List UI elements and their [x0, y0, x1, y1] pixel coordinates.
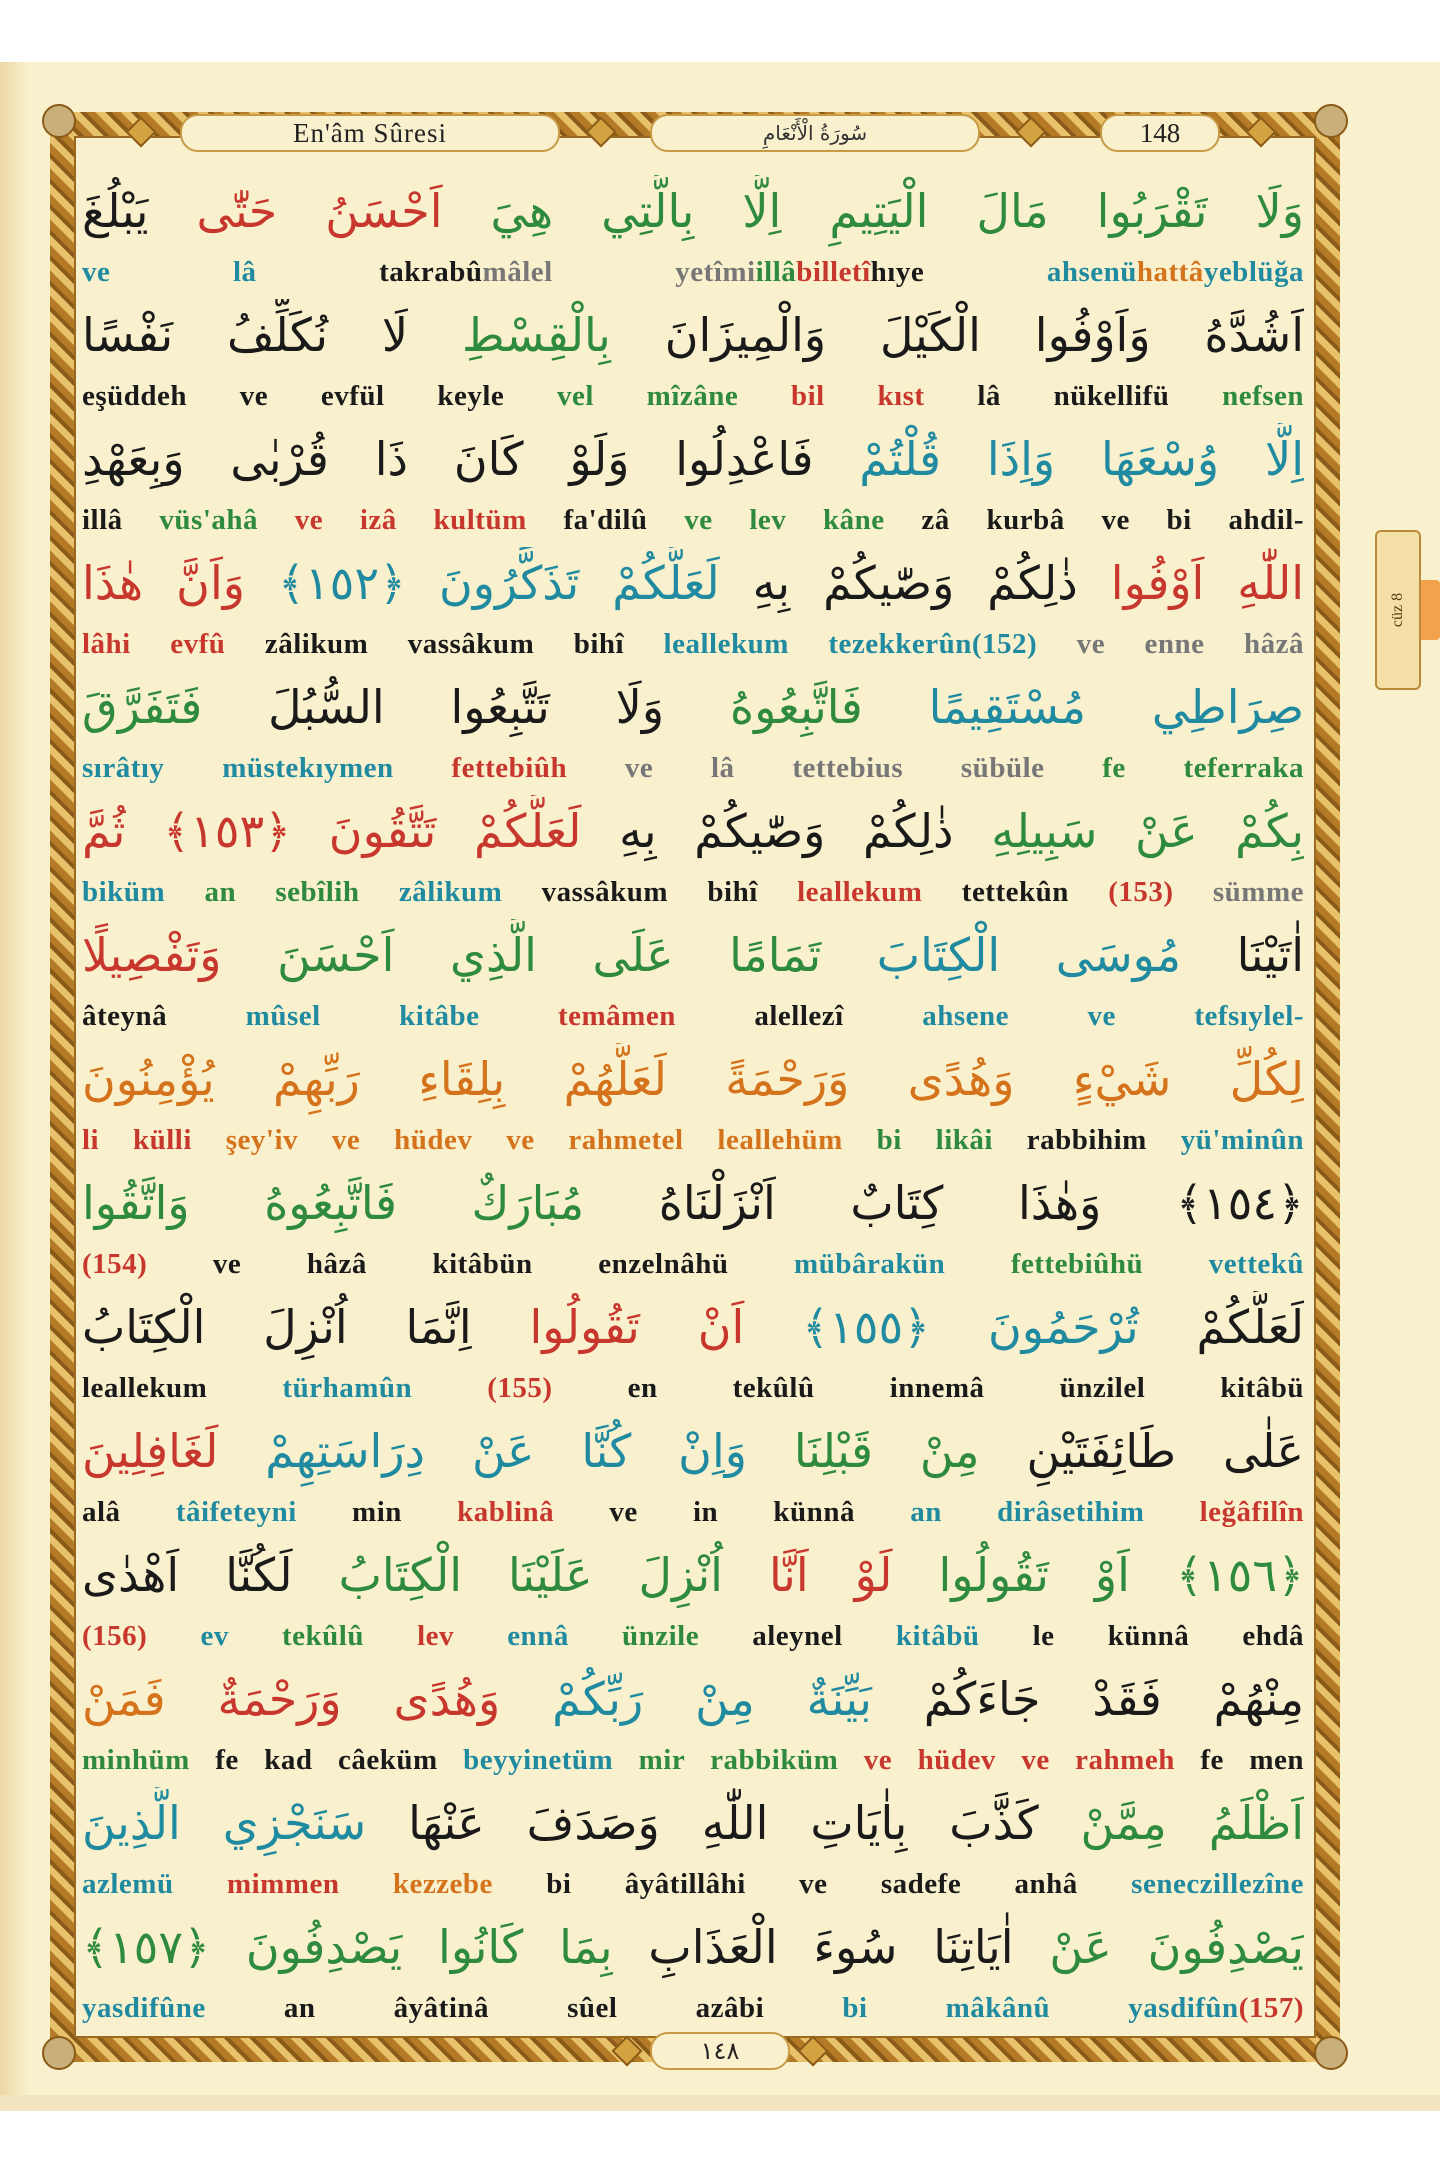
arabic-segment: اللّٰهِ اَوْفُوا — [1077, 556, 1304, 610]
transliteration-segment: türhamûn — [282, 1372, 488, 1404]
page-number: 148 — [1100, 114, 1220, 152]
arabic-segment: وَتَفْصِيلًا — [82, 928, 222, 982]
surah-title-arabic: سُورَةُ الْأَنْعَامِ — [650, 114, 980, 152]
transliteration-line — [82, 619, 1304, 671]
transliteration-line — [82, 1735, 1304, 1787]
arabic-segment: وَاِنْ كُنَّا عَنْ دِرَاسَتِهِمْ — [218, 1424, 747, 1478]
transliteration-line — [82, 743, 1304, 795]
transliteration-line — [82, 1983, 1304, 2035]
arabic-segment: فَمَنْ — [82, 1672, 166, 1726]
arabic-segment: ﴿١٥٤﴾ وَهٰذَا كِتَابٌ — [775, 1176, 1304, 1230]
transliteration-segment: fe teferraka — [1102, 752, 1304, 784]
transliteration-segment: (153) — [1108, 876, 1213, 908]
header-ornament-icon — [585, 116, 616, 147]
transliteration-segment: yasdifûne — [82, 1992, 284, 2024]
arabic-segment: فَاتَّبِعُوهُ — [664, 680, 863, 734]
page-header — [90, 108, 1340, 158]
transliteration-line — [82, 495, 1304, 547]
transliteration-segment: an — [910, 1496, 998, 1528]
arabic-line — [82, 1911, 1304, 1983]
arabic-line — [82, 1663, 1304, 1735]
transliteration-segment: illâ — [82, 504, 160, 536]
transliteration-segment: ve in künnâ — [609, 1496, 911, 1528]
arabic-segment: كَذَّبَ بِاٰيَاتِ اللّٰهِ — [659, 1796, 1039, 1850]
transliteration-segment: ve lâ tettebius sübüle — [624, 752, 1103, 784]
transliteration-segment: leallekum — [82, 1372, 283, 1404]
arabic-segment: اُنْزِلَ عَلَيْنَا الْكِتَابُ — [292, 1548, 723, 1602]
arabic-line — [82, 299, 1304, 371]
arabic-segment: بِالْقِسْطِ — [408, 308, 611, 362]
transliteration-segment: ve lâ — [82, 256, 380, 288]
transliteration-segment: mûsel kitâbe — [245, 1000, 558, 1032]
transliteration-segment: kablinâ — [457, 1496, 610, 1528]
transliteration-segment: ve sadefe — [799, 1868, 1015, 1900]
transliteration-segment: enzelnâhü — [598, 1248, 795, 1280]
transliteration-segment: sümme — [1212, 876, 1304, 908]
transliteration-segment: ünzilel kitâbü — [1059, 1372, 1304, 1404]
transliteration-segment: azlemü — [82, 1868, 227, 1900]
arabic-segment: لَغَافِلِينَ — [82, 1424, 219, 1478]
juz-tab — [1375, 530, 1421, 690]
transliteration-line — [82, 1363, 1304, 1415]
arabic-segment: بِمَا كَانُوا يَصْدِفُونَ ﴿١٥٧﴾ — [82, 1920, 613, 1974]
juz-label: cüz 8 — [1388, 592, 1406, 628]
arabic-segment: صِرَاطِي مُسْتَقِيمًا — [862, 680, 1304, 734]
header-ornament-icon — [1245, 116, 1276, 147]
footer-ornament-icon — [797, 2035, 828, 2066]
transliteration-segment: lâhi evfû — [82, 628, 265, 660]
arabic-segment: وَصَدَفَ عَنْهَا — [366, 1796, 660, 1850]
arabic-line — [82, 671, 1304, 743]
transliteration-segment: yü'minûn — [1180, 1124, 1304, 1156]
transliteration-segment: ve evfül keyle — [239, 380, 557, 412]
transliteration-segment: hıye — [870, 256, 1047, 288]
transliteration-segment: fe kad — [215, 1744, 338, 1776]
transliteration-segment: beyyinetüm — [463, 1744, 639, 1776]
transliteration-segment: biküm — [82, 876, 205, 908]
arabic-line — [82, 919, 1304, 991]
transliteration-segment: kezzebe — [392, 1868, 547, 1900]
transliteration-segment: bil kıst — [790, 380, 978, 412]
transliteration-segment: takrabû — [379, 256, 483, 288]
transliteration-segment: ve bi ahdil- — [1101, 504, 1304, 536]
transliteration-segment: ve hüdev ve rahmeh — [863, 1744, 1201, 1776]
arabic-segment: ثُمَّ — [82, 804, 126, 858]
transliteration-segment: (154) — [82, 1248, 213, 1280]
corner-ornament — [42, 2036, 76, 2070]
arabic-segment: سَنَجْزِي الَّذِينَ — [82, 1796, 367, 1850]
page-gutter-shadow — [0, 62, 28, 2100]
transliteration-segment: ve lev kâne — [684, 504, 922, 536]
transliteration-segment: âteynâ — [82, 1000, 246, 1032]
arabic-segment: تَمَامًا عَلَى الَّذِي اَحْسَنَ — [221, 928, 822, 982]
transliteration-segment: rabbihim — [1026, 1124, 1181, 1156]
transliteration-segment: leallekum — [797, 876, 962, 908]
transliteration-segment: (156) — [82, 1620, 201, 1652]
arabic-segment: اَنْزَلْنَاهُ — [584, 1176, 776, 1230]
transliteration-segment: (155) — [487, 1372, 628, 1404]
transliteration-segment: yasdifûn — [1128, 1992, 1239, 2024]
transliteration-segment: ve tefsıylel- — [1087, 1000, 1304, 1032]
transliteration-segment: le künnâ — [1032, 1620, 1243, 1652]
transliteration-segment: yeblüğa — [1203, 256, 1304, 288]
transliteration-line — [82, 867, 1304, 919]
transliteration-segment: seneczillezîne — [1131, 1868, 1304, 1900]
arabic-line — [82, 547, 1304, 619]
transliteration-segment: vüs'ahâ — [159, 504, 295, 536]
transliteration-line — [82, 371, 1304, 423]
transliteration-segment: azâbi — [695, 1992, 843, 2024]
arabic-segment: اَحْسَنُ حَتّٰى — [148, 184, 443, 238]
transliteration-segment: nefsen — [1222, 380, 1304, 412]
arabic-segment: يَصْدِفُونَ عَنْ — [1013, 1920, 1304, 1974]
arabic-line — [82, 423, 1304, 495]
transliteration-segment: temâmen — [558, 1000, 755, 1032]
transliteration-segment: vassâkum — [541, 876, 708, 908]
arabic-line — [82, 1043, 1304, 1115]
transliteration-segment: âyâtinâ — [393, 1992, 568, 2024]
arabic-segment: ذٰلِكُمْ وَصّٰيكُمْ بِهِ — [719, 556, 1078, 610]
page-bottom-edge — [0, 2095, 1440, 2111]
arabic-segment: وَلَا تَقْرَبُوا مَالَ الْيَتِيمِ اِلَّا بِالَّتِي هِيَ — [442, 184, 1304, 238]
transliteration-segment: kitâbü — [895, 1620, 1033, 1652]
arabic-segment: اَشُدَّهُ وَاَوْفُوا الْكَيْلَ وَالْمِيزَانَ — [610, 308, 1304, 362]
transliteration-segment: dirâsetihim — [997, 1496, 1200, 1528]
arabic-segment: ذٰلِكُمْ وَصّٰيكُمْ بِهِ — [581, 804, 954, 858]
arabic-line — [82, 1167, 1304, 1239]
arabic-segment: لَعَلَّكُمْ تَتَّقُونَ ﴿١٥٣﴾ — [125, 804, 582, 858]
transliteration-segment: anhâ — [1014, 1868, 1132, 1900]
transliteration-segment: minhüm — [82, 1744, 216, 1776]
text-body — [82, 175, 1304, 2035]
arabic-line — [82, 1787, 1304, 1859]
transliteration-segment: mimmen — [226, 1868, 393, 1900]
transliteration-segment: bihî — [573, 628, 664, 660]
header-ornament-icon — [1015, 116, 1046, 147]
transliteration-segment: ahsene — [922, 1000, 1088, 1032]
arabic-segment: لَعَلَّكُمْ — [1138, 1300, 1304, 1354]
transliteration-segment: billetî — [796, 256, 871, 288]
transliteration-segment: ev — [200, 1620, 282, 1652]
arabic-segment: لَا نُكَلِّفُ نَفْسًا — [82, 308, 409, 362]
surah-title: En'âm Sûresi — [180, 114, 560, 152]
arabic-segment: يَبْلُغَ — [82, 184, 149, 238]
arabic-segment: لَكُنَّا اَهْدٰى — [82, 1548, 293, 1602]
arabic-segment: مُبَارَكٌ فَاتَّبِعُوهُ — [189, 1176, 585, 1230]
transliteration-segment: vassâkum — [407, 628, 574, 660]
arabic-line — [82, 1539, 1304, 1611]
arabic-line — [82, 795, 1304, 867]
arabic-segment: بَيِّنَةٌ مِنْ رَبِّكُمْ — [500, 1672, 872, 1726]
corner-ornament — [42, 104, 76, 138]
juz-tab-marker — [1421, 580, 1440, 640]
transliteration-segment: lâ nükellifü — [977, 380, 1223, 412]
arabic-segment: تُرْحَمُونَ ﴿١٥٥﴾ — [744, 1300, 1139, 1354]
transliteration-segment: ve hüdev ve rahmetel — [331, 1124, 718, 1156]
transliteration-segment: müstekıymen — [222, 752, 452, 784]
header-ornament-icon — [125, 116, 156, 147]
transliteration-segment: sırâtıy — [82, 752, 223, 784]
transliteration-segment: ennâ — [507, 1620, 622, 1652]
transliteration-segment: ahsenü — [1046, 256, 1137, 288]
arabic-segment: اِنَّمَا اُنْزِلَ الْكِتَابُ — [82, 1300, 472, 1354]
footer-ornament-icon — [611, 2035, 642, 2066]
transliteration-segment: fe men — [1200, 1744, 1304, 1776]
transliteration-segment: eşüddeh — [82, 380, 240, 412]
arabic-segment: اٰيَاتِنَا سُوءَ الْعَذَابِ — [612, 1920, 1014, 1974]
arabic-segment: مُوسَى الْكِتَابَ — [821, 928, 1182, 982]
arabic-segment: عَلٰى طَائِفَتَيْنِ — [979, 1424, 1304, 1478]
transliteration-segment: leallehüm — [717, 1124, 877, 1156]
transliteration-segment: tezekkerûn(152) — [828, 628, 1077, 660]
transliteration-segment: zâlikum — [398, 876, 542, 908]
arabic-segment: اَظْلَمُ مِمَّنْ — [1038, 1796, 1304, 1850]
transliteration-segment: vel mîzâne — [557, 380, 791, 412]
transliteration-segment: zâ kurbâ — [921, 504, 1102, 536]
transliteration-segment: leallekum — [663, 628, 829, 660]
transliteration-segment: illâ — [755, 256, 797, 288]
transliteration-segment: câeküm — [338, 1744, 464, 1776]
arabic-segment: وَاتَّقُوا — [82, 1176, 190, 1230]
transliteration-segment: ehdâ — [1242, 1620, 1304, 1652]
arabic-segment: فَتَفَرَّقَ — [82, 680, 203, 734]
arabic-segment: فَاعْدِلُوا وَلَوْ كَانَ ذَا قُرْبٰى وَبِعَهْدِ — [82, 432, 814, 486]
transliteration-segment: fa'dilû — [563, 504, 685, 536]
transliteration-segment: şey'iv — [225, 1124, 332, 1156]
transliteration-segment: vettekû — [1208, 1248, 1304, 1280]
transliteration-segment: kitâbün — [432, 1248, 599, 1280]
arabic-line — [82, 1291, 1304, 1363]
transliteration-segment: lev — [417, 1620, 508, 1652]
transliteration-segment: tâifeteyni — [175, 1496, 353, 1528]
transliteration-segment: ünzile — [621, 1620, 753, 1652]
transliteration-segment: alellezî — [754, 1000, 923, 1032]
arabic-segment: اٰتَيْنَا — [1181, 928, 1304, 982]
transliteration-segment: hattâ — [1136, 256, 1204, 288]
arabic-segment: ﴿١٥٦﴾ اَوْ تَقُولُوا — [892, 1548, 1304, 1602]
transliteration-line — [82, 1487, 1304, 1539]
transliteration-segment: fettebiûh — [451, 752, 625, 784]
transliteration-line — [82, 1859, 1304, 1911]
arabic-line — [82, 175, 1304, 247]
arabic-segment: مِنْهُمْ فَقَدْ جَاءَكُمْ — [871, 1672, 1304, 1726]
arabic-segment: وَاَنَّ هٰذَا — [82, 556, 245, 610]
transliteration-segment: fettebiûhü — [1010, 1248, 1209, 1280]
transliteration-segment: ve hâzâ — [212, 1248, 433, 1280]
transliteration-segment: zâlikum — [264, 628, 408, 660]
arabic-line — [82, 1415, 1304, 1487]
transliteration-segment: sûel — [567, 1992, 696, 2024]
transliteration-line — [82, 247, 1304, 299]
transliteration-segment: bi âyâtillâhi — [546, 1868, 800, 1900]
transliteration-segment: tekûlû — [281, 1620, 418, 1652]
transliteration-segment: tettekûn — [961, 876, 1109, 908]
arabic-segment: لَعَلَّكُمْ تَذَكَّرُونَ ﴿١٥٢﴾ — [244, 556, 720, 610]
transliteration-segment: mâlel yetîmi — [482, 256, 756, 288]
transliteration-segment: leğâfilîn — [1199, 1496, 1304, 1528]
arabic-segment: لِكُلِّ شَيْءٍ وَهُدًى وَرَحْمَةً لَعَلَّهُمْ — [505, 1052, 1304, 1106]
transliteration-segment: bihî — [707, 876, 798, 908]
transliteration-segment: aleynel — [752, 1620, 896, 1652]
arabic-segment: اِلَّا وُسْعَهَا وَاِذَا قُلْتُمْ — [813, 432, 1304, 486]
transliteration-segment: innemâ — [889, 1372, 1060, 1404]
transliteration-segment: en tekûlû — [627, 1372, 890, 1404]
transliteration-segment: li külli — [82, 1124, 226, 1156]
transliteration-segment: an sebîlih — [204, 876, 399, 908]
transliteration-segment: bi likâi — [876, 1124, 1027, 1156]
arabic-segment: وَهُدًى وَرَحْمَةٌ — [165, 1672, 501, 1726]
arabic-segment: مِنْ قَبْلِنَا — [746, 1424, 980, 1478]
arabic-segment: وَلَا تَتَّبِعُوا السُّبُلَ — [202, 680, 665, 734]
transliteration-segment: kultüm — [433, 504, 564, 536]
transliteration-segment: ve enne hâzâ — [1076, 628, 1304, 660]
transliteration-segment: alâ — [82, 1496, 176, 1528]
arabic-segment: بِكُمْ عَنْ سَبِيلِهِ — [953, 804, 1304, 858]
transliteration-segment: an — [283, 1992, 394, 2024]
transliteration-line — [82, 1611, 1304, 1663]
arabic-segment: بِلِقَاءِ رَبِّهِمْ يُؤْمِنُونَ — [82, 1052, 506, 1106]
transliteration-line — [82, 1239, 1304, 1291]
transliteration-line — [82, 991, 1304, 1043]
transliteration-segment: min — [352, 1496, 458, 1528]
transliteration-segment: mir rabbiküm — [638, 1744, 864, 1776]
arabic-segment: لَوْ اَنَّا — [722, 1548, 893, 1602]
transliteration-segment: bi mâkânû — [842, 1992, 1129, 2024]
transliteration-segment: ve izâ — [294, 504, 434, 536]
arabic-segment: اَنْ تَقُولُوا — [471, 1300, 745, 1354]
corner-ornament — [1314, 2036, 1348, 2070]
page-footer — [610, 2030, 830, 2072]
transliteration-segment: (157) — [1238, 1992, 1304, 2024]
transliteration-line — [82, 1115, 1304, 1167]
transliteration-segment: mübârakün — [794, 1248, 1011, 1280]
page-number-arabic: ١٤٨ — [650, 2032, 790, 2070]
